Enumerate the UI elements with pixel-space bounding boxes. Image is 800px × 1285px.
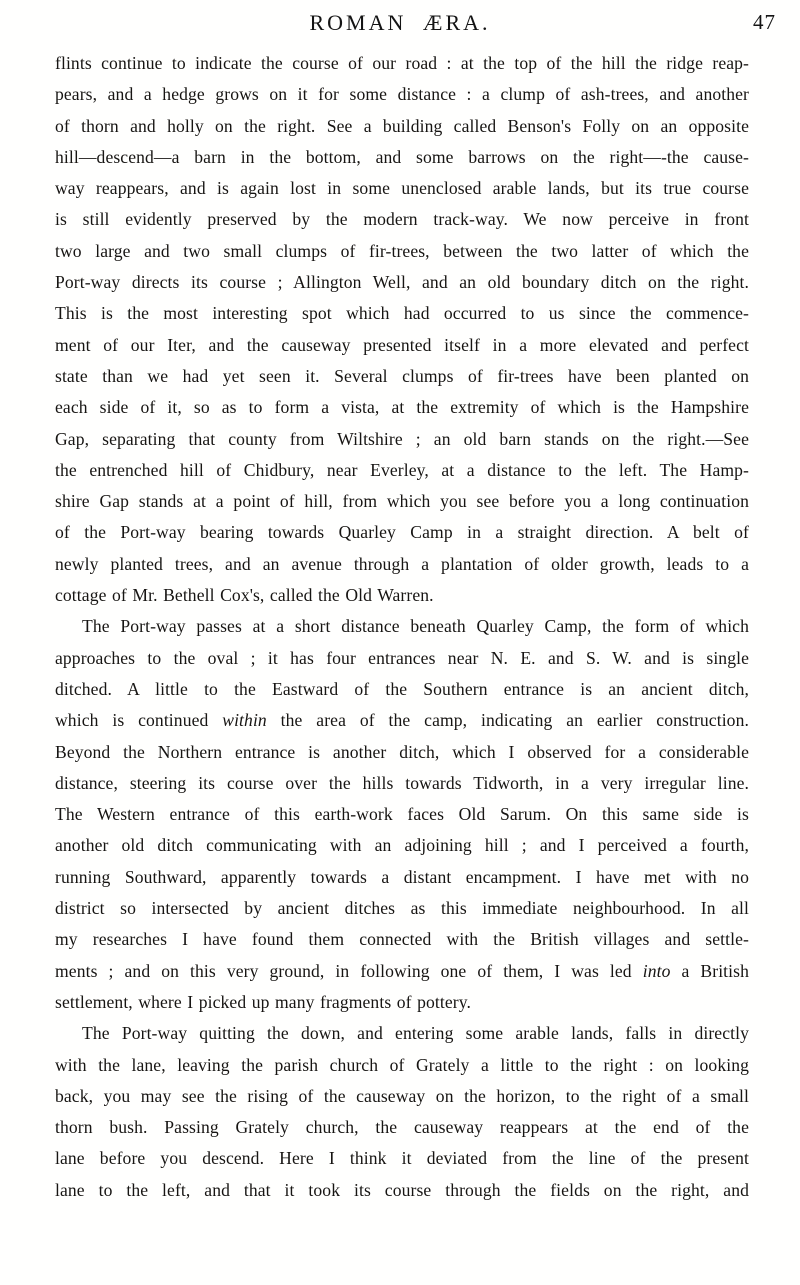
text-line: pears, and a hedge grows on it for some distance : a clump of ash-trees, and another: [55, 84, 749, 105]
text-line: is still evidently preserved by the modern track-way. We now perceive in front: [55, 209, 749, 230]
text-line: The Port-way quitting the down, and entering some arable lands, falls in directly: [82, 1023, 749, 1044]
page-body: [55, 48, 749, 1206]
text-line: way reappears, and is again lost in some unenclosed arable lands, but its true course: [55, 178, 749, 199]
text-line: Beyond the Northern entrance is another ditch, which I observed for a considerable: [55, 741, 749, 762]
text-line: another old ditch communicating with an adjoining hill ; and I perceived a fourth,: [55, 835, 749, 856]
running-head-title: ROMAN ÆRA.: [309, 10, 491, 35]
text-line: shire Gap stands at a point of hill, from which you see before you a long continuation: [55, 491, 749, 512]
text-line: hill—descend—a barn in the bottom, and some barrows on the right—-the cause-: [55, 146, 749, 167]
text-line: This is the most interesting spot which had occurred to us since the commence-: [55, 303, 749, 324]
text-line: my researches I have found them connected with the British villages and settle-: [55, 929, 749, 950]
page-number: 47: [753, 10, 776, 34]
text-line: newly planted trees, and an avenue through a plantation of older growth, leads to a: [55, 553, 749, 574]
text-line: back, you may see the rising of the causeway on the horizon, to the right of a small: [55, 1085, 749, 1106]
text-line: flints continue to indicate the course of our road : at the top of the hill the ridge reap-: [55, 53, 749, 73]
text-line: distance, steering its course over the hills towards Tidworth, in a very irregular line.: [55, 772, 749, 793]
text-line: thorn bush. Passing Grately church, the causeway reappears at the end of the: [55, 1117, 749, 1138]
paragraph: [55, 1018, 749, 1206]
text-line: ments ; and on this very ground, in following one of them, I was led into a British: [55, 960, 749, 981]
text-line: of the Port-way bearing towards Quarley Camp in a straight direction. A belt of: [55, 522, 749, 543]
text-line: Gap, separating that county from Wiltshire ; an old barn stands on the right.—See: [55, 428, 749, 449]
text-line: lane to the left, and that it took its course through the fields on the right, and: [55, 1179, 749, 1200]
text-line: running Southward, apparently towards a distant encampment. I have met with no: [55, 866, 749, 887]
text-line: approaches to the oval ; it has four entrances near N. E. and S. W. and is single: [55, 647, 749, 668]
text-line: two large and two small clumps of fir-trees, between the two latter of which the: [55, 240, 749, 261]
text-line: the entrenched hill of Chidbury, near Everley, at a distance to the left. The Hamp-: [55, 459, 749, 480]
text-line: lane before you descend. Here I think it deviated from the line of the present: [55, 1148, 749, 1169]
text-line: settlement, where I picked up many fragments of pottery.: [55, 991, 472, 1012]
paragraph: [55, 611, 749, 1018]
text-line: which is continued within the area of the camp, indicating an earlier construction.: [55, 710, 749, 731]
text-line: The Port-way passes at a short distance beneath Quarley Camp, the form of which: [82, 616, 749, 637]
text-line: with the lane, leaving the parish church of Grately a little to the right : on looking: [55, 1054, 749, 1075]
text-line: ditched. A little to the Eastward of the Southern entrance is an ancient ditch,: [55, 678, 749, 699]
text-line: The Western entrance of this earth-work faces Old Sarum. On this same side is: [55, 804, 749, 825]
text-line: of thorn and holly on the right. See a building called Benson's Folly on an opposite: [55, 115, 749, 136]
text-line: Port-way directs its course ; Allington Well, and an old boundary ditch on the right.: [55, 272, 749, 293]
page-header: [0, 10, 800, 44]
text-line: ment of our Iter, and the causeway presented itself in a more elevated and perfect: [55, 334, 749, 355]
text-line: cottage of Mr. Bethell Cox's, called the Old Warren.: [55, 585, 434, 606]
text-line: district so intersected by ancient ditches as this immediate neighbourhood. In all: [55, 898, 749, 919]
text-line: state than we had yet seen it. Several clumps of fir-trees have been planted on: [55, 365, 749, 386]
text-line: each side of it, so as to form a vista, at the extremity of which is the Hampshire: [55, 397, 749, 418]
paragraph: [55, 48, 749, 611]
